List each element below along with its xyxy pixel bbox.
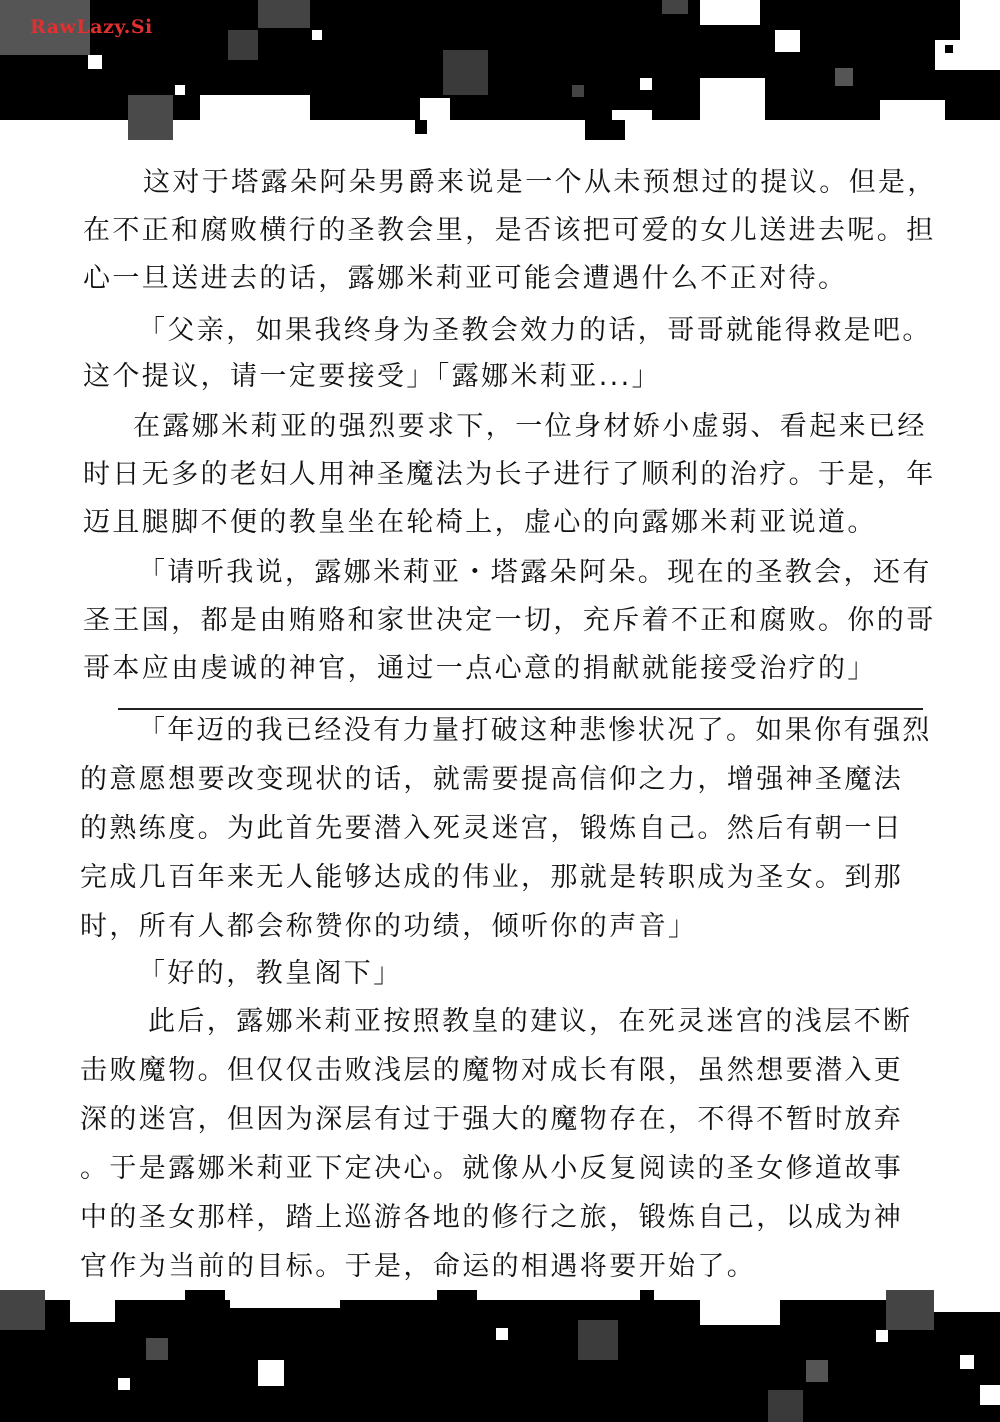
text-line: 「请听我说，露娜米莉亚・塔露朵阿朵。现在的圣教会，还有	[138, 557, 932, 588]
text-line: 这对于塔露朵阿朵男爵来说是一个从未预想过的提议。但是，	[143, 167, 937, 198]
text-line: 圣王国，都是由贿赂和家世决定一切，充斥着不正和腐败。你的哥	[83, 605, 936, 636]
text-line: 的熟练度。为此首先要潜入死灵迷宫，锻炼自己。然后有朝一日	[80, 813, 904, 844]
text-line: 「年迈的我已经没有力量打破这种悲惨状况了。如果你有强烈	[138, 715, 932, 746]
text-line: 「好的，教皇阁下」	[138, 958, 403, 989]
bottom-pixel-pattern	[0, 1290, 1000, 1422]
text-line: 此后，露娜米莉亚按照教皇的建议，在死灵迷宫的浅层不断	[148, 1006, 913, 1037]
text-line: 在不正和腐败横行的圣教会里，是否该把可爱的女儿送进去呢。担	[83, 215, 936, 246]
watermark-text: RawLazy.Si	[30, 16, 153, 38]
text-line: 中的圣女那样，踏上巡游各地的修行之旅，锻炼自己，以成为神	[80, 1202, 904, 1233]
text-line: 官作为当前的目标。于是，命运的相遇将要开始了。	[80, 1251, 757, 1282]
text-line: 完成几百年来无人能够达成的伟业，那就是转职成为圣女。到那	[80, 862, 904, 893]
text-line: 这个提议，请一定要接受」「露娜米莉亚...」	[83, 361, 662, 392]
text-line: 。于是露娜米莉亚下定决心。就像从小反复阅读的圣女修道故事	[80, 1153, 904, 1184]
section-divider	[118, 708, 923, 710]
text-line: 在露娜米莉亚的强烈要求下，一位身材娇小虚弱、看起来已经	[133, 411, 927, 442]
text-line: 的意愿想要改变现状的话，就需要提高信仰之力，增强神圣魔法	[80, 764, 904, 795]
text-line: 迈且腿脚不便的教皇坐在轮椅上，虚心的向露娜米莉亚说道。	[83, 507, 877, 538]
text-line: 深的迷宫，但因为深层有过于强大的魔物存在，不得不暂时放弃	[80, 1104, 904, 1135]
top-pixel-border	[0, 0, 1000, 140]
text-line: 心一旦送进去的话，露娜米莉亚可能会遭遇什么不正对待。	[83, 263, 848, 294]
text-line: 时日无多的老妇人用神圣魔法为长子进行了顺利的治疗。于是，年	[83, 459, 936, 490]
bottom-pixel-border	[0, 1290, 1000, 1422]
text-line: 哥本应由虔诚的神官，通过一点心意的捐献就能接受治疗的」	[83, 653, 877, 684]
text-line: 击败魔物。但仅仅击败浅层的魔物对成长有限，虽然想要潜入更	[80, 1055, 904, 1086]
text-line: 「父亲，如果我终身为圣教会效力的话，哥哥就能得救是吧。	[138, 315, 932, 346]
text-line: 时，所有人都会称赞你的功绩，倾听你的声音」	[80, 911, 698, 942]
